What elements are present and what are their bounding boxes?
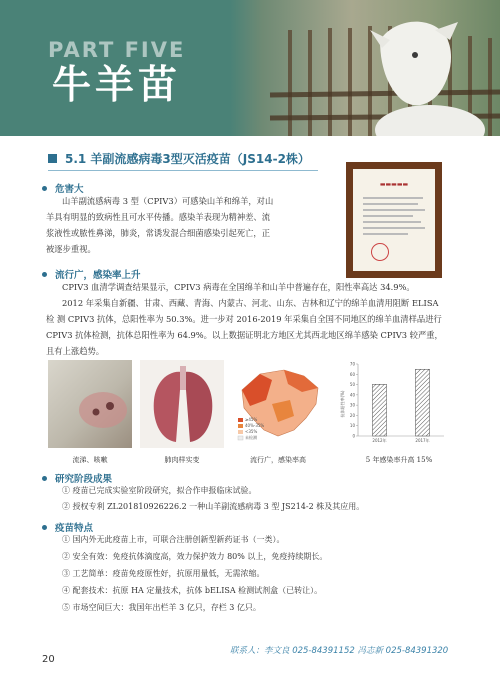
spread-line: 检 测 CPIV3 抗体，总阳性率为 50.3%。进一步对 2016-2019 年采集自全国不同地区的绵羊血清样品进行 [46,314,442,324]
spread-line: 2012 年采集自新疆、甘肃、西藏、青海、内蒙古、河北、山东、吉林和辽宁的绵羊血清用阻断 ELISA [62,298,439,308]
bullet-icon [42,525,47,530]
spread-line: CPIV3 血清学调查结果显示，CPIV3 病毒在全国绵羊和山羊中普遍存在，阳性率高达 34.9%。 [62,282,415,292]
legend-label: 未检测 [245,435,257,440]
lung-photo [140,360,224,448]
goat-photo [230,0,500,136]
page-number: 20 [42,654,55,665]
hazard-line: 被逐步重视。 [46,244,96,254]
feature-item: ④ 配套技术：抗原 HA 定量技术，抗体 bELISA 检测试剂盒（已转让）。 [62,586,323,595]
y-tick-label: 30 [349,402,355,408]
hazard-line: 山羊副流感病毒 3 型（CPIV3）可感染山羊和绵羊，对山 [62,196,274,206]
goat-nose-photo [48,360,132,448]
x-tick-label: 2017年 [415,438,430,443]
bar [373,384,387,436]
page-title: 牛羊苗 [52,63,182,108]
hazard-heading-text: 危害大 [55,184,84,195]
legend-label: 40%-35% [245,423,265,428]
caption: 流涕、咳嗽 [72,456,108,464]
y-tick-label: 10 [349,423,355,429]
bullet-icon [42,186,47,191]
bullet-icon [42,476,47,481]
research-heading [42,471,112,485]
y-tick-label: 50 [349,382,355,388]
hazard-line: 浆液性或脓性鼻涕，肺炎，常诱发混合细菌感染引起死亡，正 [46,228,271,238]
legend-label: ≥45% [245,417,258,422]
spread-heading-text: 流行广，感染率上升 [55,270,141,281]
bullet-icon [42,272,47,277]
feature-item: ③ 工艺简单：疫苗免疫原性好，抗原用量低，无需浓缩。 [62,569,265,578]
caption: 流行广，感染率高 [250,456,306,464]
research-item: ① 疫苗已完成实验室阶段研究，拟合作申报临床试验。 [62,486,257,495]
x-tick-label: 2012年 [372,438,387,443]
contact-info: 联系人：李文良 025-84391152 冯志新 025-84391320 [230,646,449,656]
bar [416,369,430,436]
caption: 5 年感染率升高 15% [365,456,433,464]
research-heading-text: 研究阶段成果 [55,474,113,485]
section-title-text: 5.1 羊副流感病毒3型灭活疫苗（JS14-2株） [65,151,310,166]
y-tick-label: 40 [349,392,355,398]
header-banner [0,0,500,136]
fence-goat-illustration [230,0,500,136]
section-title [48,148,310,168]
infection-rate-chart [336,356,456,450]
caption: 肺肉样实变 [164,456,200,464]
hazard-line: 羊具有明显的致病性且可水平传播。感染羊表现为精神差、流 [46,212,271,222]
y-tick-label: 60 [349,371,355,377]
seal-icon [371,243,389,261]
y-tick-label: 20 [349,412,355,418]
feature-item: ① 国内外无此疫苗上市，可联合注册创新型新药证书（一类）。 [62,535,285,544]
section-divider [48,170,318,171]
china-map [232,360,324,448]
research-item: ② 授权专利 ZL201810926226.2 一种山羊副流感病毒 3 型 JS214-2 株及其应用。 [62,502,365,511]
spread-line: 且有上涨趋势。 [46,346,105,356]
y-axis-label: 抗体阳性率(%) [340,390,345,418]
y-tick-label: 0 [352,433,355,439]
square-bullet-icon [48,154,57,163]
legend-label: <35% [245,429,258,434]
spread-line: CPIV3 抗体检测，抗体总阳性率为 64.9%。以上数据证明北方地区尤其西北地区绵羊感染 CPIV3 较严重， [46,330,443,340]
y-tick-label: 70 [349,361,355,367]
map-legend [245,417,264,441]
feature-item: ② 安全有效：免疫抗体滴度高，效力保护效力 80% 以上，免疫持续期长。 [62,552,328,561]
features-heading [42,520,93,534]
features-heading-text: 疫苗特点 [55,523,94,534]
feature-item: ⑤ 市场空间巨大：我国年出栏羊 3 亿只，存栏 3 亿只。 [62,603,261,612]
patent-certificate-image: ▬▬▬▬▬ [346,162,442,278]
part-label: PART FIVE [48,38,186,62]
